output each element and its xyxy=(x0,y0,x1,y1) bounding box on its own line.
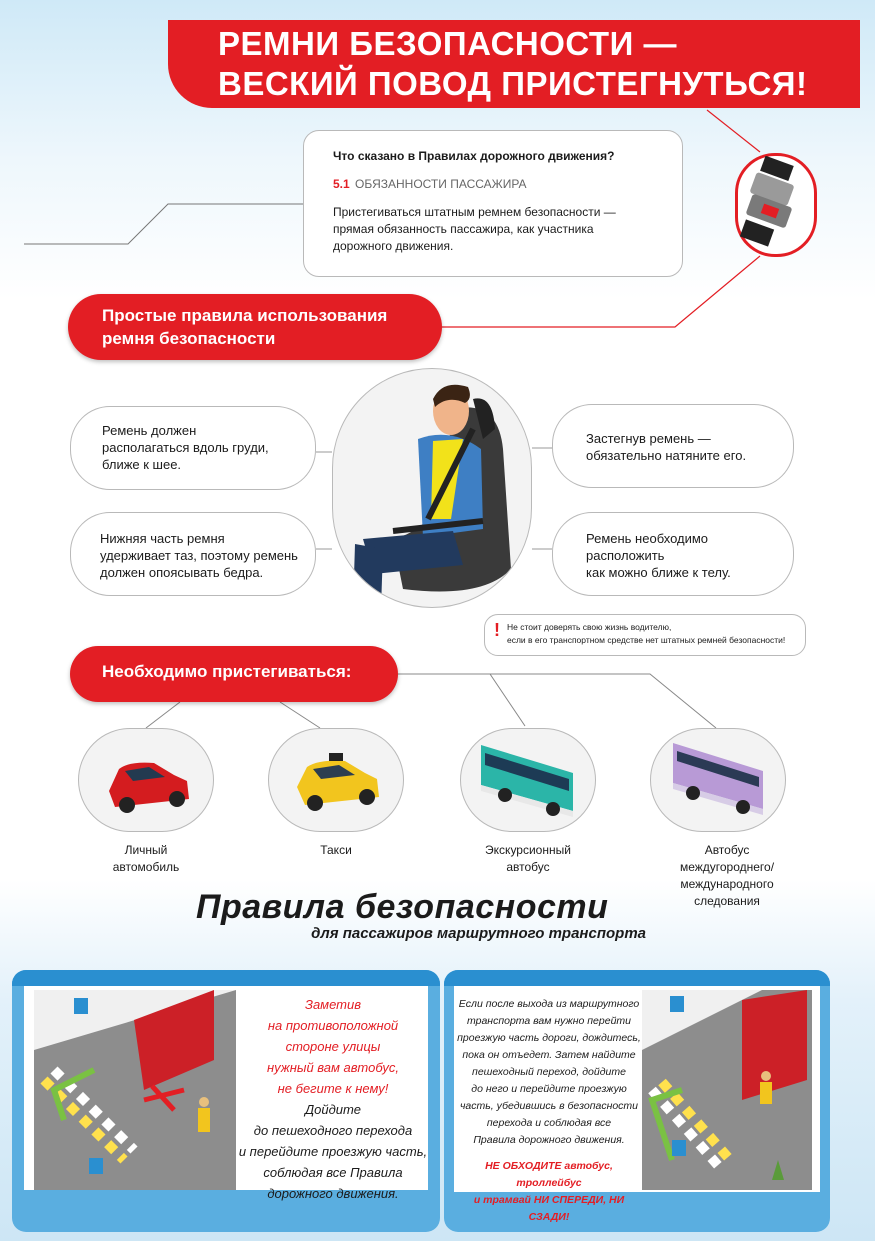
tip-text-chest: Ремень должен располагаться вдоль груди, ближе к шее. xyxy=(102,423,269,472)
page-title: РЕМНИ БЕЗОПАСНОСТИ — ВЕСКИЙ ПОВОД ПРИСТЕГНУТЬСЯ! xyxy=(218,25,808,102)
rules-section-number: 5.1 xyxy=(333,177,350,191)
simple-rules-heading: Простые правила использования ремня безопасности xyxy=(102,306,388,348)
buckle-up-heading: Необходимо пристегиваться: xyxy=(102,662,352,681)
seatbelt-buckle-icon xyxy=(735,153,817,257)
warning-text: Не стоит доверять свою жизнь водителю, если в его транспортном средстве нет штатных ремней безопасности! xyxy=(507,622,786,645)
vehicle-label-car: Личный автомобиль xyxy=(112,843,180,874)
vehicle-label-intercity-bus: Автобус междугороднего/ международного следования xyxy=(679,843,775,908)
rules-section-title: ОБЯЗАННОСТИ ПАССАЖИРА xyxy=(355,177,527,191)
passenger-illustration xyxy=(332,368,532,608)
vehicle-label-taxi: Такси xyxy=(320,843,352,857)
vehicle-label-tour-bus: Экскурсионный автобус xyxy=(485,843,571,874)
safety-subtitle: для пассажиров маршрутного транспорта xyxy=(311,925,646,942)
panel-1-top-strip xyxy=(12,970,440,986)
intercity-bus-icon xyxy=(650,728,786,832)
exclamation-icon: ! xyxy=(494,620,500,640)
panel-1-instruction-text: Дойдите до пешеходного перехода и перейдите проезжую часть, соблюдая все Правила дорожного движения. xyxy=(238,1102,428,1201)
panel-2-warning-text: НЕ ОБХОДИТЕ автобус, троллейбус и трамвай НИ СПЕРЕДИ, НИ СЗАДИ! xyxy=(473,1160,625,1223)
taxi-icon xyxy=(268,728,404,832)
panel-1-warning-text: Заметив на противоположной стороне улицы нужный вам автобус, не бегите к нему! xyxy=(267,997,399,1096)
panel-2-instruction-text: Если после выхода из маршрутного транспорта вам нужно перейти проезжую часть дороги, дождитесь, пока он отъедет. Затем найдите пешеходный переход, дойдите до него и перейдите проезжую часть, убедившись в безопасности перехода и соблюдая все Правила дорожного движения. xyxy=(457,998,641,1146)
red-car-icon xyxy=(78,728,214,832)
rules-question: Что сказано в Правилах дорожного движения? xyxy=(333,149,615,163)
tour-bus-icon xyxy=(460,728,596,832)
bus-stop-crossing-illustration xyxy=(34,990,236,1190)
rules-text: Пристегиваться штатным ремнем безопасности — прямая обязанность пассажира, как участника дорожного движения. xyxy=(333,205,616,253)
panel-2-top-strip xyxy=(444,970,830,986)
tip-text-tighten: Застегнув ремень — обязательно натяните его. xyxy=(586,431,747,463)
tip-text-close-to-body: Ремень необходимо расположить как можно ближе к телу. xyxy=(586,531,731,580)
tip-text-hips: Нижняя часть ремня удерживает таз, поэтому ремень должен опоясывать бедра. xyxy=(100,531,298,580)
after-bus-crossing-illustration xyxy=(642,990,812,1190)
safety-title: Правила безопасности xyxy=(196,888,609,926)
